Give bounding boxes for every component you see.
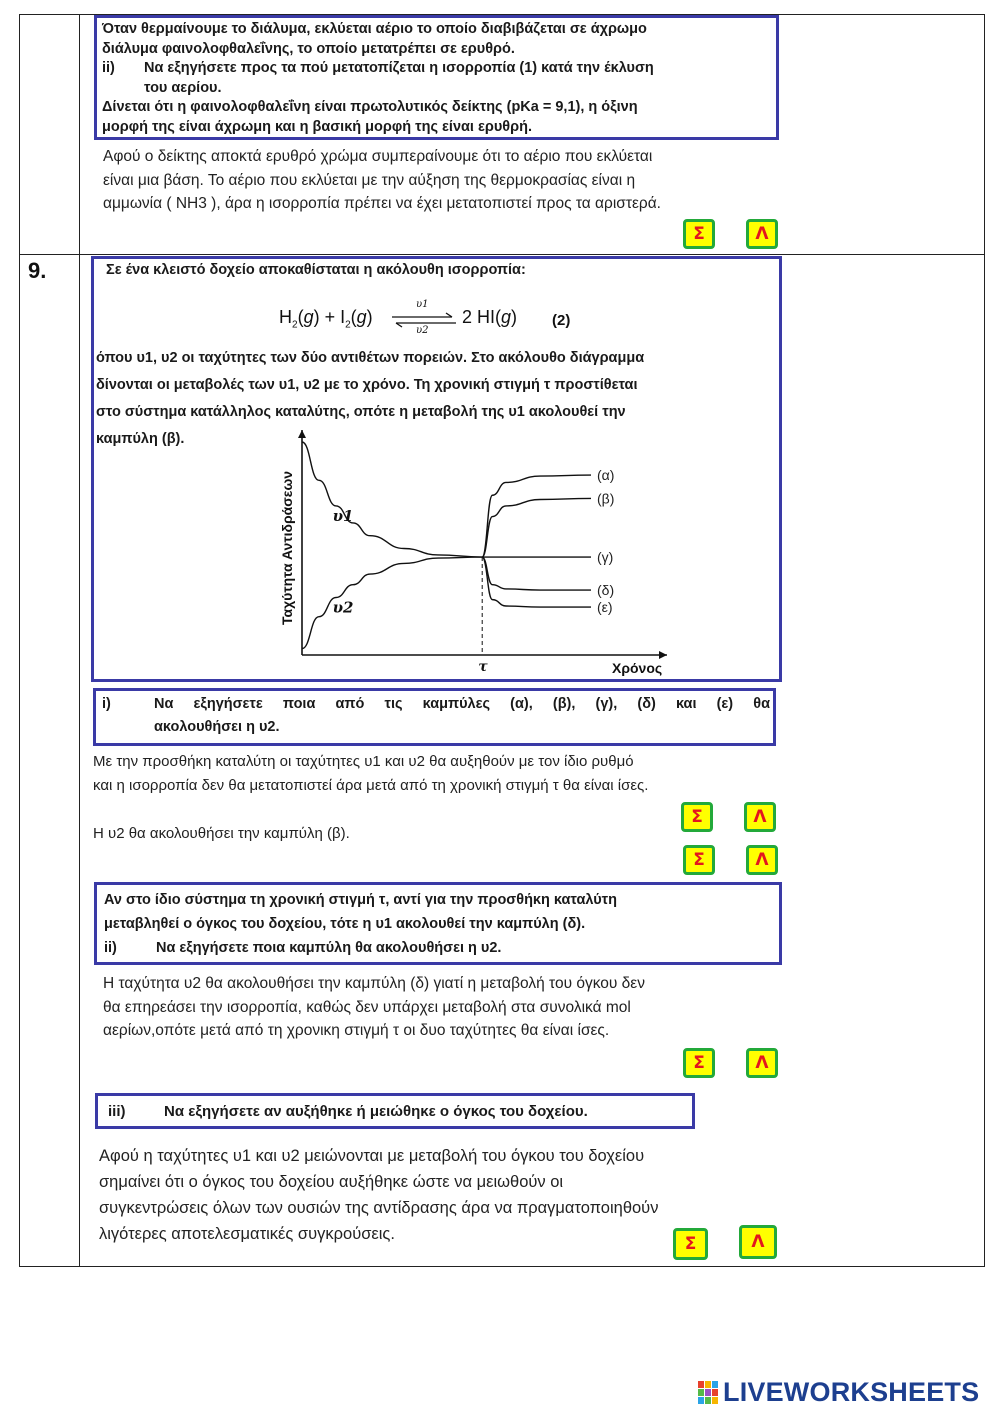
y-axis-arrow	[298, 430, 306, 438]
ii-line-1: Αν στο ίδιο σύστημα τη χρονική στιγμή τ, αντί για την προσθήκη καταλύτη	[104, 892, 618, 908]
correct-button-4[interactable]: Σ	[683, 1048, 715, 1078]
branch-label: (ε)	[597, 599, 613, 616]
answer-1-line-1: Αφού ο δείκτης αποκτά ερυθρό χρώμα συμπεραίνουμε ότι το αέριο που εκλύεται	[103, 148, 653, 165]
iii-num: iii)	[108, 1103, 126, 1120]
curve-v2-label: υ2	[332, 598, 354, 617]
wrong-button-4[interactable]: Λ	[746, 1048, 778, 1078]
reaction-rate-chart	[264, 419, 704, 681]
question-i-box	[93, 688, 776, 746]
curve-alpha	[482, 475, 591, 557]
answer-2-line-2: και η ισορροπία δεν θα μετατοπιστεί άρα μετά από τη χρονική στιγμή τ θα είναι ίσες.	[93, 776, 649, 794]
top-line-1: Όταν θερμαίνουμε το διάλυμα, εκλύεται αέριο το οποίο διαβιβάζεται σε άχρωμο	[102, 21, 647, 37]
i-line-1: Να εξηγήσετε ποια από τις καμπύλες (α), (β), (γ), (δ) και (ε) θα	[154, 696, 770, 712]
curve-v1	[302, 442, 482, 557]
correct-button-5[interactable]: Σ	[673, 1228, 708, 1260]
branch-label: (γ)	[597, 549, 614, 566]
question-ii-box	[94, 882, 782, 965]
correct-button-2[interactable]: Σ	[681, 802, 713, 832]
i-num: i)	[102, 696, 111, 712]
equilibrium-equation: $H_2(g) + I_2(g)$	[279, 307, 373, 331]
branch-label: (δ)	[597, 582, 615, 599]
ii-line-3: Να εξηγήσετε ποια καμπύλη θα ακολουθήσει η υ2.	[156, 940, 502, 956]
ii-line-2: μεταβληθεί ο όγκος του δοχείου, τότε η υ1 ακολουθεί την καμπύλη (δ).	[104, 916, 586, 932]
curve-delta	[482, 557, 591, 590]
answer-2	[93, 750, 783, 797]
question-number: 9.	[28, 258, 47, 283]
liveworksheets-logo-icon	[698, 1380, 720, 1406]
wrong-button-2[interactable]: Λ	[744, 802, 776, 832]
top-line-2: διάλυμα φαινολοφθαλεΐνης, το οποίο μετατρέπει σε ερυθρό.	[102, 40, 515, 57]
answer-4-line-1: Η ταχύτητα υ2 θα ακολουθήσει την καμπύλη (δ) γιατί η μεταβολή του όγκου δεν	[103, 975, 645, 992]
answer-4	[103, 972, 783, 1043]
arrow-label-v1: υ1	[416, 299, 429, 310]
question-iii-box	[95, 1093, 695, 1129]
q9-intro: Σε ένα κλειστό δοχείο αποκαθίσταται η ακόλουθη ισορροπία:	[106, 262, 526, 278]
arrow-label-v2: υ2	[416, 325, 429, 336]
top-line-6: μορφή της είναι άχρωμη και η βασική μορφή της είναι ερυθρή.	[102, 118, 532, 135]
answer-5-line-3: συγκεντρώσεις όλων των ουσιών της αντίδρασης άρα να πραγματοποιηθούν	[99, 1199, 659, 1217]
top-line-3-num: ii)	[102, 60, 115, 76]
correct-button-3[interactable]: Σ	[683, 845, 715, 875]
watermark-text: LIVEWORKSHEETS	[723, 1377, 980, 1407]
answer-1-line-2: είναι μια βάση. Το αέριο που εκλύεται με την αύξηση της θερμοκρασίας είναι η	[103, 171, 636, 189]
iii-line-1: Να εξηγήσετε αν αυξήθηκε ή μειώθηκε ο όγκος του δοχείου.	[164, 1103, 588, 1120]
liveworksheets-logo	[698, 1377, 979, 1408]
top-line-3: Να εξηγήσετε προς τα πού μετατοπίζεται η ισορροπία (1) κατά την έκλυση	[144, 60, 654, 76]
row-divider	[19, 254, 985, 255]
y-axis-label: Ταχύτητα Αντιδράσεων	[279, 470, 295, 625]
answer-3: Η υ2 θα ακολουθήσει την καμπύλη (β).	[93, 825, 350, 842]
curve-v1-label: υ1	[332, 506, 354, 525]
answer-1	[103, 145, 783, 216]
q9-paragraph-line-3: στο σύστημα κατάλληλος καταλύτης, οπότε η μεταβολή της υ1 ακολουθεί την	[96, 404, 626, 420]
answer-5-line-1: Αφού η ταχύτητες υ1 και υ2 μειώνονται με μεταβολή του όγκου του δοχείου	[99, 1147, 645, 1165]
equation-label: (2)	[552, 312, 571, 329]
table-left-border	[19, 14, 20, 1267]
answer-5-line-2: σημαίνει ότι ο όγκος του δοχείου αυξήθηκε ώστε να μειωθούν οι	[99, 1173, 564, 1191]
answer-4-line-2: θα επηρεάσει την ισορροπία, καθώς δεν υπάρχει μεταβολή στα συνολικά mol	[103, 998, 631, 1016]
correct-button-1[interactable]: Σ	[683, 219, 715, 249]
q9-paragraph-line-4: καμπύλη (β).	[96, 431, 185, 447]
equation-product: 2 HI(g)	[462, 307, 518, 327]
wrong-button-1[interactable]: Λ	[746, 219, 778, 249]
tau-label: τ	[478, 659, 488, 675]
answer-2-line-1: Με την προσθήκη καταλύτη οι ταχύτητες υ1 και υ2 θα αυξηθούν με τον ίδιο ρυθμό	[93, 753, 634, 770]
x-axis-arrow	[659, 651, 667, 659]
ii-num: ii)	[104, 940, 117, 956]
curve-beta	[482, 498, 591, 557]
branch-label: (β)	[597, 490, 615, 507]
table-column-divider	[79, 14, 80, 1267]
wrong-button-5[interactable]: Λ	[739, 1225, 777, 1259]
wrong-button-3[interactable]: Λ	[746, 845, 778, 875]
i-line-2: ακολουθήσει η υ2.	[154, 718, 280, 735]
table-bottom-border	[19, 1266, 985, 1267]
top-line-4: του αερίου.	[144, 79, 222, 96]
answer-4-line-3: αερίων,οπότε μετά από τη χρονικη στιγμή τ οι δυο ταχύτητες θα είναι ίσες.	[103, 1022, 610, 1039]
curve-epsilon	[482, 557, 591, 607]
answer-1-line-3: αμμωνία ( NH3 ), άρα η ισορροπία πρέπει να έχει μετατοπιστεί προς τα αριστερά.	[103, 195, 661, 212]
x-axis-label: Χρόνος	[612, 660, 663, 676]
question-9-box	[91, 256, 782, 682]
q9-paragraph-line-2: δίνονται οι μεταβολές των υ1, υ2 με το χρόνο. Τη χρονική στιγμή τ προστίθεται	[96, 377, 638, 393]
branch-label: (α)	[597, 467, 615, 484]
answer-5-line-4: λιγότερες αποτελεσματικές συγκρούσεις.	[99, 1225, 395, 1243]
top-line-5: Δίνεται ότι η φαινολοφθαλεΐνη είναι πρωτολυτικός δείκτης (pKa = 9,1), η όξινη	[102, 99, 638, 115]
table-right-border	[984, 14, 985, 1267]
q9-paragraph-line-1: όπου υ1, υ2 οι ταχύτητες των δύο αντιθέτων πορειών. Στο ακόλουθο διάγραμμα	[96, 350, 645, 366]
question-box-top	[94, 15, 779, 140]
curve-v2	[302, 557, 482, 649]
